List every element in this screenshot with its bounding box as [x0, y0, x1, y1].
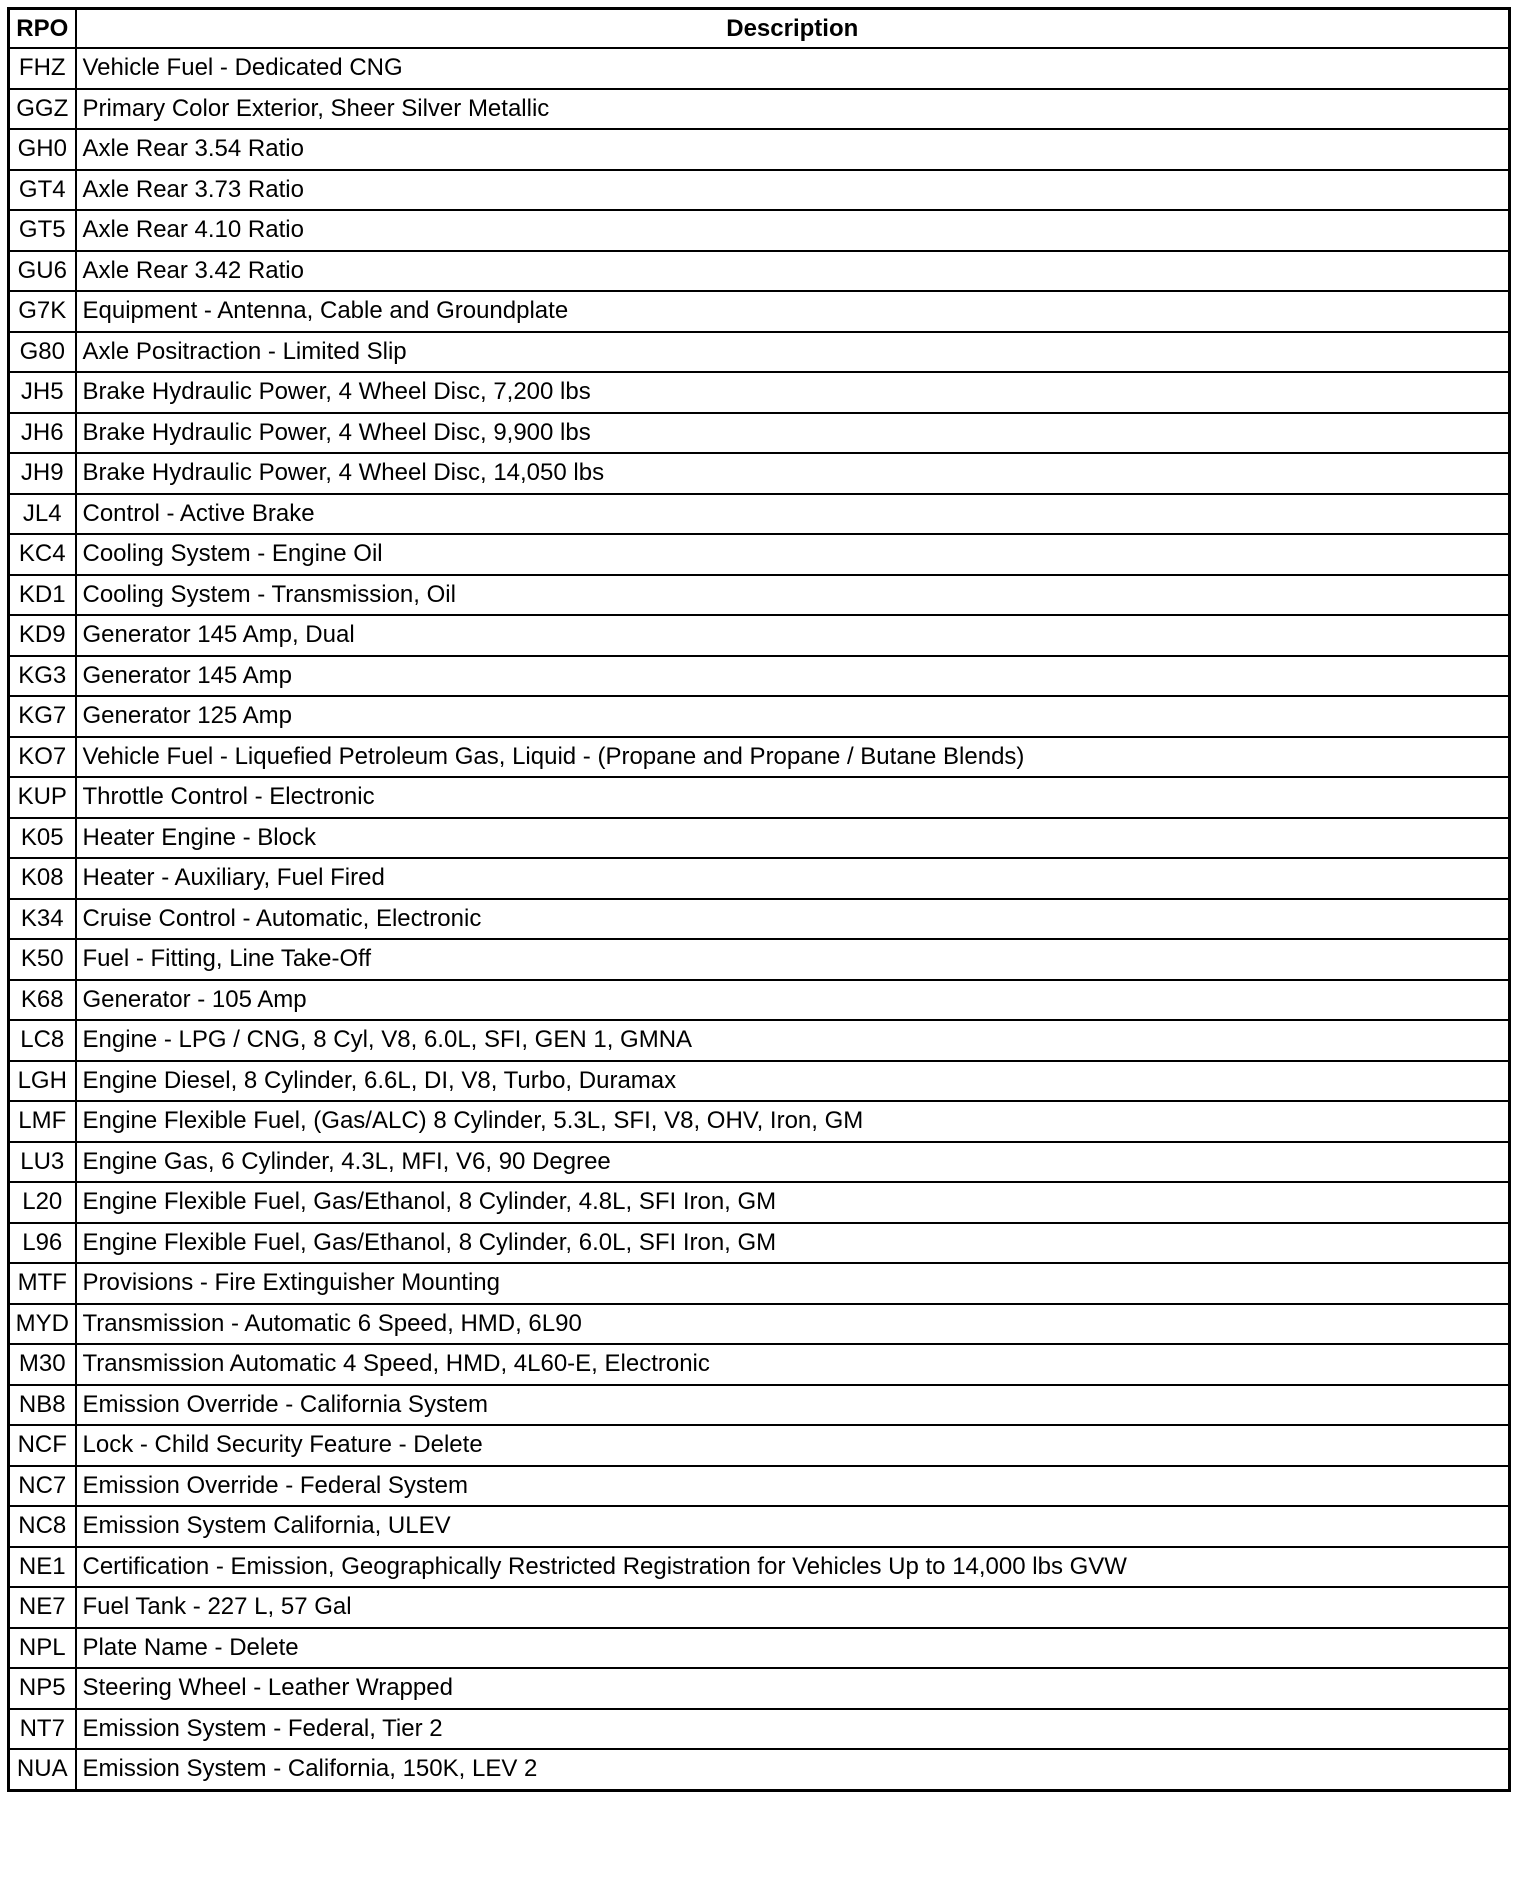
rpo-code-cell: GT5	[9, 210, 76, 251]
description-cell: Lock - Child Security Feature - Delete	[76, 1425, 1510, 1466]
rpo-code-cell: JL4	[9, 494, 76, 535]
rpo-code-cell: GU6	[9, 251, 76, 292]
description-cell: Cruise Control - Automatic, Electronic	[76, 899, 1510, 940]
rpo-code-cell: KC4	[9, 534, 76, 575]
description-cell: Engine Gas, 6 Cylinder, 4.3L, MFI, V6, 90 Degree	[76, 1142, 1510, 1183]
rpo-code-cell: KUP	[9, 777, 76, 818]
rpo-column-header: RPO	[9, 9, 76, 49]
description-cell: Emission Override - California System	[76, 1385, 1510, 1426]
table-row	[9, 615, 1510, 656]
description-cell: Emission System California, ULEV	[76, 1506, 1510, 1547]
table-row	[9, 1304, 1510, 1345]
rpo-code-cell: NE7	[9, 1587, 76, 1628]
description-cell: Plate Name - Delete	[76, 1628, 1510, 1669]
description-cell: Vehicle Fuel - Liquefied Petroleum Gas, Liquid - (Propane and Propane / Butane Blends)	[76, 737, 1510, 778]
description-cell: Generator 125 Amp	[76, 696, 1510, 737]
description-cell: Generator 145 Amp, Dual	[76, 615, 1510, 656]
table-row	[9, 777, 1510, 818]
rpo-code-cell: K08	[9, 858, 76, 899]
rpo-table	[7, 7, 1511, 1792]
rpo-code-cell: NUA	[9, 1749, 76, 1790]
description-cell: Transmission Automatic 4 Speed, HMD, 4L60-E, Electronic	[76, 1344, 1510, 1385]
description-cell: Generator 145 Amp	[76, 656, 1510, 697]
description-cell: Axle Rear 4.10 Ratio	[76, 210, 1510, 251]
rpo-code-cell: JH6	[9, 413, 76, 454]
rpo-code-cell: KD9	[9, 615, 76, 656]
table-row	[9, 1466, 1510, 1507]
description-cell: Engine Flexible Fuel, (Gas/ALC) 8 Cylinder, 5.3L, SFI, V8, OHV, Iron, GM	[76, 1101, 1510, 1142]
description-cell: Fuel - Fitting, Line Take-Off	[76, 939, 1510, 980]
table-row	[9, 332, 1510, 373]
description-cell: Axle Positraction - Limited Slip	[76, 332, 1510, 373]
table-row	[9, 291, 1510, 332]
description-cell: Emission Override - Federal System	[76, 1466, 1510, 1507]
table-row	[9, 89, 1510, 130]
rpo-code-cell: NPL	[9, 1628, 76, 1669]
description-cell: Equipment - Antenna, Cable and Groundplate	[76, 291, 1510, 332]
description-cell: Brake Hydraulic Power, 4 Wheel Disc, 14,050 lbs	[76, 453, 1510, 494]
rpo-code-cell: GT4	[9, 170, 76, 211]
table-row	[9, 1263, 1510, 1304]
table-row	[9, 818, 1510, 859]
table-row	[9, 980, 1510, 1021]
rpo-code-cell: NT7	[9, 1709, 76, 1750]
table-row	[9, 494, 1510, 535]
table-row	[9, 170, 1510, 211]
table-row	[9, 696, 1510, 737]
rpo-code-cell: NC8	[9, 1506, 76, 1547]
table-row	[9, 129, 1510, 170]
description-cell: Axle Rear 3.73 Ratio	[76, 170, 1510, 211]
table-header	[9, 9, 1510, 49]
rpo-code-cell: G7K	[9, 291, 76, 332]
table-row	[9, 534, 1510, 575]
rpo-code-cell: NC7	[9, 1466, 76, 1507]
rpo-code-cell: LU3	[9, 1142, 76, 1183]
table-row	[9, 1749, 1510, 1790]
table-row	[9, 1182, 1510, 1223]
table-row	[9, 1142, 1510, 1183]
rpo-code-cell: L20	[9, 1182, 76, 1223]
table-row	[9, 1344, 1510, 1385]
rpo-code-cell: FHZ	[9, 48, 76, 89]
description-cell: Emission System - Federal, Tier 2	[76, 1709, 1510, 1750]
table-row	[9, 1385, 1510, 1426]
rpo-code-cell: JH5	[9, 372, 76, 413]
rpo-code-cell: NB8	[9, 1385, 76, 1426]
rpo-code-cell: K34	[9, 899, 76, 940]
rpo-code-cell: MTF	[9, 1263, 76, 1304]
description-cell: Generator - 105 Amp	[76, 980, 1510, 1021]
description-cell: Heater - Auxiliary, Fuel Fired	[76, 858, 1510, 899]
description-cell: Provisions - Fire Extinguisher Mounting	[76, 1263, 1510, 1304]
description-cell: Engine Flexible Fuel, Gas/Ethanol, 8 Cylinder, 4.8L, SFI Iron, GM	[76, 1182, 1510, 1223]
table-row	[9, 1709, 1510, 1750]
table-row	[9, 1668, 1510, 1709]
table-row	[9, 1101, 1510, 1142]
rpo-code-cell: JH9	[9, 453, 76, 494]
rpo-code-cell: K05	[9, 818, 76, 859]
table-row	[9, 1628, 1510, 1669]
description-cell: Cooling System - Engine Oil	[76, 534, 1510, 575]
table-row	[9, 1587, 1510, 1628]
table-row	[9, 1506, 1510, 1547]
description-cell: Engine Flexible Fuel, Gas/Ethanol, 8 Cylinder, 6.0L, SFI Iron, GM	[76, 1223, 1510, 1264]
description-column-header: Description	[76, 9, 1510, 49]
rpo-code-cell: LMF	[9, 1101, 76, 1142]
description-cell: Axle Rear 3.54 Ratio	[76, 129, 1510, 170]
rpo-code-cell: KD1	[9, 575, 76, 616]
rpo-code-cell: KO7	[9, 737, 76, 778]
rpo-code-cell: G80	[9, 332, 76, 373]
table-row	[9, 899, 1510, 940]
table-row	[9, 251, 1510, 292]
rpo-code-cell: NCF	[9, 1425, 76, 1466]
rpo-code-cell: GH0	[9, 129, 76, 170]
table-row	[9, 737, 1510, 778]
table-row	[9, 1223, 1510, 1264]
rpo-code-cell: KG7	[9, 696, 76, 737]
rpo-code-cell: KG3	[9, 656, 76, 697]
table-body	[9, 48, 1510, 1790]
description-cell: Axle Rear 3.42 Ratio	[76, 251, 1510, 292]
description-cell: Brake Hydraulic Power, 4 Wheel Disc, 9,900 lbs	[76, 413, 1510, 454]
description-cell: Fuel Tank - 227 L, 57 Gal	[76, 1587, 1510, 1628]
description-cell: Engine - LPG / CNG, 8 Cyl, V8, 6.0L, SFI, GEN 1, GMNA	[76, 1020, 1510, 1061]
description-cell: Brake Hydraulic Power, 4 Wheel Disc, 7,200 lbs	[76, 372, 1510, 413]
description-cell: Primary Color Exterior, Sheer Silver Metallic	[76, 89, 1510, 130]
description-cell: Throttle Control - Electronic	[76, 777, 1510, 818]
rpo-code-cell: M30	[9, 1344, 76, 1385]
table-row	[9, 372, 1510, 413]
table-row	[9, 210, 1510, 251]
rpo-code-cell: MYD	[9, 1304, 76, 1345]
table-row	[9, 939, 1510, 980]
description-cell: Transmission - Automatic 6 Speed, HMD, 6L90	[76, 1304, 1510, 1345]
table-row	[9, 858, 1510, 899]
rpo-code-cell: GGZ	[9, 89, 76, 130]
table-row	[9, 1425, 1510, 1466]
rpo-code-cell: LGH	[9, 1061, 76, 1102]
rpo-code-cell: L96	[9, 1223, 76, 1264]
table-row	[9, 575, 1510, 616]
table-row	[9, 413, 1510, 454]
description-cell: Vehicle Fuel - Dedicated CNG	[76, 48, 1510, 89]
description-cell: Steering Wheel - Leather Wrapped	[76, 1668, 1510, 1709]
description-cell: Engine Diesel, 8 Cylinder, 6.6L, DI, V8, Turbo, Duramax	[76, 1061, 1510, 1102]
rpo-code-cell: K50	[9, 939, 76, 980]
table-row	[9, 656, 1510, 697]
table-row	[9, 1020, 1510, 1061]
table-row	[9, 1061, 1510, 1102]
rpo-code-cell: NE1	[9, 1547, 76, 1588]
rpo-code-cell: LC8	[9, 1020, 76, 1061]
description-cell: Control - Active Brake	[76, 494, 1510, 535]
table-row	[9, 453, 1510, 494]
description-cell: Cooling System - Transmission, Oil	[76, 575, 1510, 616]
description-cell: Heater Engine - Block	[76, 818, 1510, 859]
header-row	[9, 9, 1510, 49]
table-row	[9, 48, 1510, 89]
description-cell: Certification - Emission, Geographically Restricted Registration for Vehicles Up to 14,000 lbs GVW	[76, 1547, 1510, 1588]
description-cell: Emission System - California, 150K, LEV 2	[76, 1749, 1510, 1790]
rpo-code-cell: K68	[9, 980, 76, 1021]
table-row	[9, 1547, 1510, 1588]
rpo-code-cell: NP5	[9, 1668, 76, 1709]
